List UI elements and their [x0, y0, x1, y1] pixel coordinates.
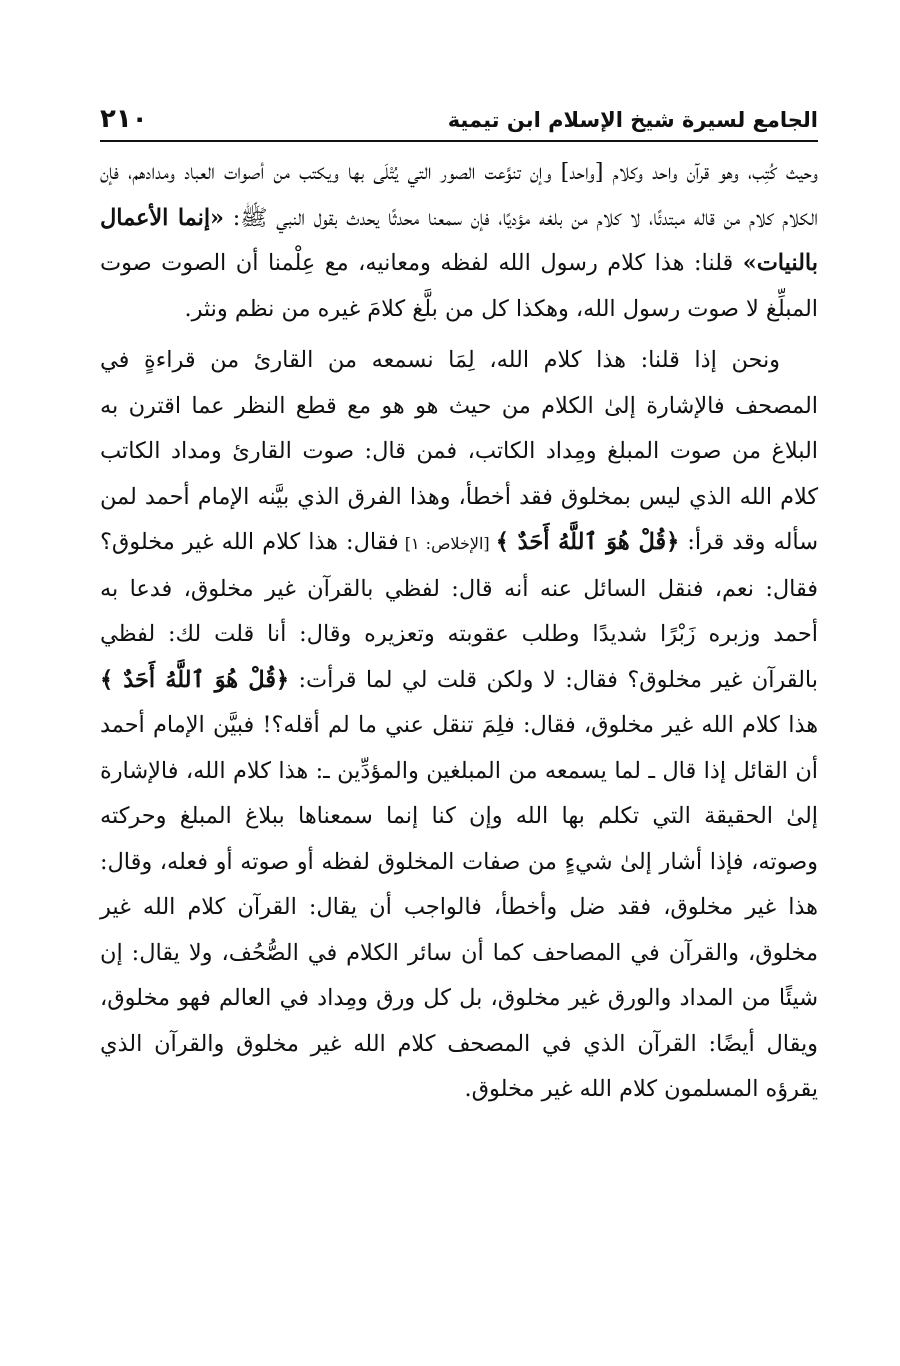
paragraph-2-text-a: ونحن إذا قلنا: هذا كلام الله، لِمَا نسمعه من القارئ من قراءةٍ في المصحف فالإشارة إلىٰ الكلام من حيث هو هو مع قطع النظر عما اقترن به البلاغ من صوت المبلغ ومِداد الكاتب، فمن قال: صوت القارئ ومداد الكاتب كلام الله الذي ليس بمخلوق فقد أخطأ، وهذا الفرق الذي بيَّنه الإمام أحمد لمن سأله وقد قرأ: [100, 347, 818, 555]
quran-verse-1: ﴿قُلْ هُوَ ٱللَّهُ أَحَدٌ ﴾ [495, 529, 680, 555]
paragraph-1-text-a: وحيث كُتِب، وهو قرآن واحد وكلام [واحد] وإن تنوَّعت الصور التي يُتْلَى بها ويكتب من أصوات العباد ومدادهم، فإن الكلام كلام من قاله مبتدئًا، لا كلام من بلغه مؤديًا، فإن سمعنا محدثًا يحدث بقول النبي ﷺ: [100, 159, 818, 231]
running-header [100, 100, 818, 142]
body-text [100, 150, 818, 1113]
page-number: ٢١٠ [100, 104, 148, 134]
book-title: الجامع لسيرة شيخ الإسلام ابن تيمية [447, 108, 818, 132]
verse-citation: [الإخلاص: ١] [398, 534, 496, 553]
paragraph-2-text-b: فقال: هذا كلام الله غير مخلوق؟ فقال: نعم، فنقل السائل عنه أنه قال: لفظي بالقرآن غير مخلوق، فدعا به أحمد وزبره زَبْرًا شديدًا وطلب عقوبته وتعزيره وقال: أنا قلت لك: لفظي بالقرآن غير مخلوق؟ فقال: لا ولكن قلت لي لما قرأت: [100, 529, 818, 693]
hadith-quote: «إنما الأعمال بالنيات» [100, 204, 818, 276]
paragraph-1 [100, 150, 818, 332]
book-page [100, 100, 818, 1280]
paragraph-2-text-c: هذا كلام الله غير مخلوق، فقال: فلِمَ تنقل عني ما لم أقله؟! فبيَّن الإمام أحمد أن القائل إذا قال ـ لما يسمعه من المبلغين والمؤدِّين ـ: هذا كلام الله، فالإشارة إلىٰ الحقيقة التي تكلم بها الله وإن كنا إنما سمعناها ببلاغ المبلغ وحركته وصوته، فإذا أشار إلىٰ شيءٍ من صفات المخلوق لفظه أو صوته أو فعله، وقال: هذا غير مخلوق، فقد ضل وأخطأ، فالواجب أن يقال: القرآن كلام الله غير مخلوق، والقرآن في المصاحف كما أن سائر الكلام في الصُّحُف، ولا يقال: إن شيئًا من المداد والورق غير مخلوق، بل كل ورق ومِداد في العالم فهو مخلوق، ويقال أيضًا: القرآن الذي في المصحف كلام الله غير مخلوق والقرآن الذي يقرؤه المسلمون كلام الله غير مخلوق. [100, 712, 818, 1102]
quran-verse-2: ﴿قُلْ هُوَ ٱللَّهُ أَحَدٌ ﴾ [100, 666, 290, 693]
paragraph-2 [100, 338, 818, 1113]
paragraph-1-text-c: قلنا: هذا كلام رسول الله لفظه ومعانيه، مع عِلْمنا أن الصوت صوت المبلِّغ لا صوت رسول الله، وهكذا كل من بلَّغ كلامَ غيره من نظم ونثر. [100, 250, 818, 322]
